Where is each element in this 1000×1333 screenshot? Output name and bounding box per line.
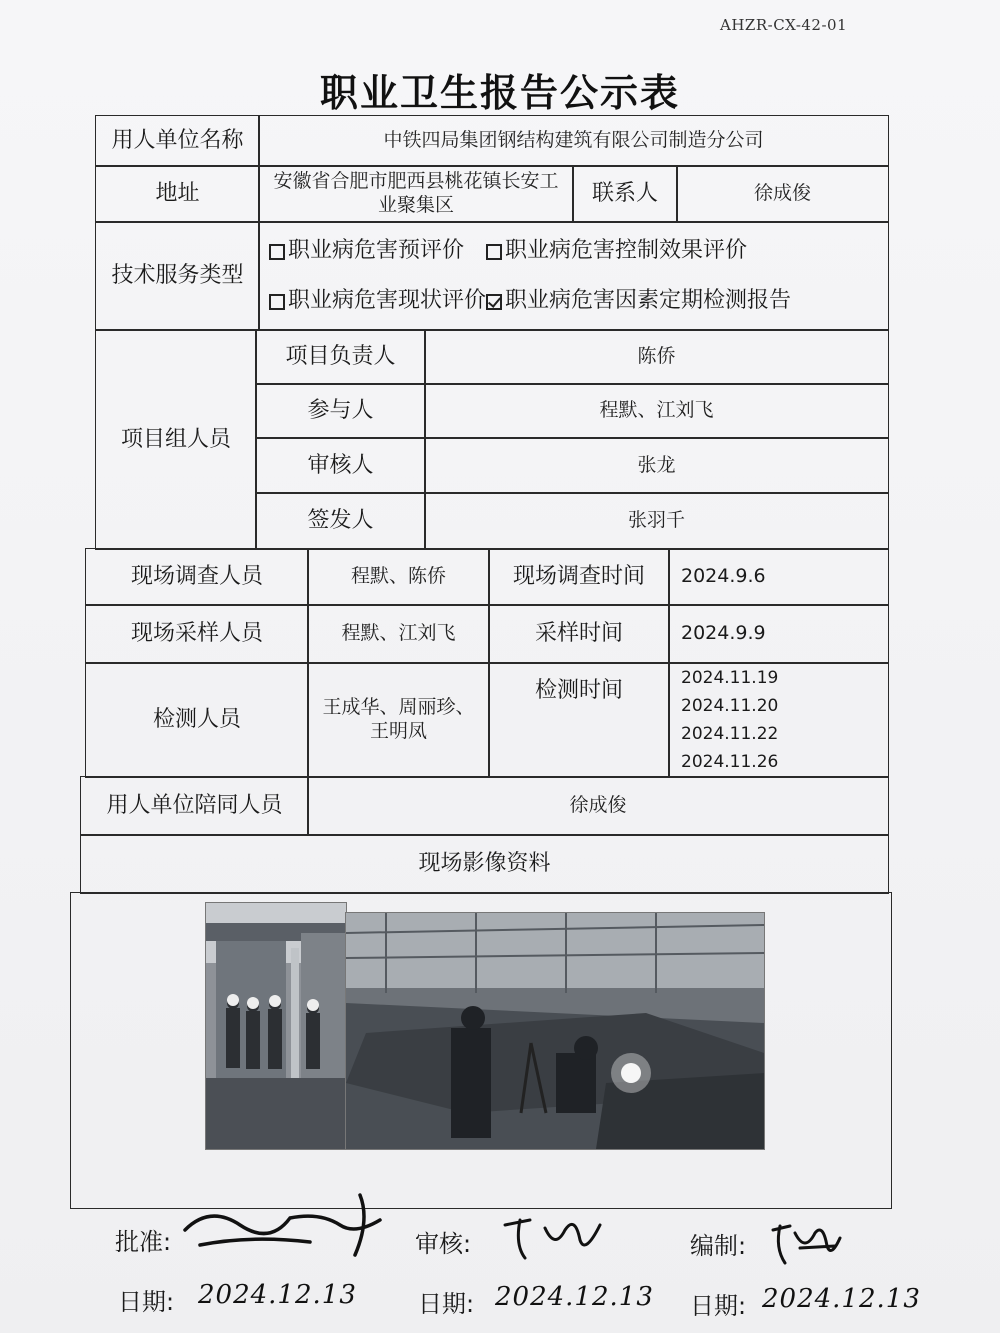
compile-signature xyxy=(765,1218,845,1268)
approve-date: 2024.12.13 xyxy=(198,1280,357,1310)
images-label: 现场影像资料 xyxy=(80,834,889,894)
sampling-staff-value: 程默、江刘飞 xyxy=(307,604,490,664)
option-pre-evaluation: 职业病危害预评价 xyxy=(288,238,465,264)
checkbox-pre-evaluation[interactable] xyxy=(269,244,285,260)
document-title: 职业卫生报告公示表 xyxy=(319,71,680,115)
team-role-reviewer: 审核人 xyxy=(255,437,426,494)
checkbox-periodic-testing-report[interactable] xyxy=(486,294,502,310)
review-date: 2024.12.13 xyxy=(495,1282,654,1312)
review-date-label: 日期: xyxy=(418,1290,475,1318)
service-type-options xyxy=(258,221,889,331)
testing-time-label: 检测时间 xyxy=(488,662,670,778)
employer-name-label: 用人单位名称 xyxy=(95,115,260,167)
site-photo-group xyxy=(205,902,347,1150)
testing-staff-label: 检测人员 xyxy=(85,662,309,778)
team-name-issuer: 张羽千 xyxy=(424,492,889,550)
option-periodic-testing-report: 职业病危害因素定期检测报告 xyxy=(505,288,792,314)
compile-date-label: 日期: xyxy=(690,1292,747,1320)
approve-date-label: 日期: xyxy=(118,1288,175,1316)
testing-date: 2024.11.19 xyxy=(681,667,779,688)
option-status-evaluation: 职业病危害现状评价 xyxy=(288,288,487,314)
testing-dates xyxy=(668,662,889,778)
site-photo-welding xyxy=(345,912,765,1150)
survey-staff-label: 现场调查人员 xyxy=(85,548,309,606)
team-role-issuer: 签发人 xyxy=(255,492,426,550)
escort-value: 徐成俊 xyxy=(307,776,889,836)
employer-name-value: 中铁四局集团钢结构建筑有限公司制造分公司 xyxy=(258,115,889,167)
team-name-participant: 程默、江刘飞 xyxy=(424,383,889,439)
service-type-label: 技术服务类型 xyxy=(95,221,260,331)
testing-date: 2024.11.22 xyxy=(681,724,779,744)
service-type-row-2 xyxy=(269,287,791,315)
survey-time-label: 现场调查时间 xyxy=(488,548,670,606)
document-code: AHZR-CX-42-01 xyxy=(720,16,848,34)
checkbox-status-evaluation[interactable] xyxy=(269,294,285,310)
site-photo-welding-image xyxy=(346,913,764,1149)
team-role-participant: 参与人 xyxy=(255,383,426,439)
review-signature xyxy=(495,1210,615,1265)
survey-staff-value: 程默、陈侨 xyxy=(307,548,490,606)
testing-staff-value: 王成华、周丽珍、王明凤 xyxy=(307,662,490,778)
survey-time-value: 2024.9.6 xyxy=(668,548,889,606)
address-value: 安徽省合肥市肥西县桃花镇长安工业聚集区 xyxy=(258,165,574,223)
team-name-reviewer: 张龙 xyxy=(424,437,889,494)
testing-date: 2024.11.26 xyxy=(681,752,779,773)
address-label: 地址 xyxy=(95,165,260,223)
testing-date: 2024.11.20 xyxy=(681,695,779,716)
service-type-row-1 xyxy=(269,237,747,265)
compile-label: 编制: xyxy=(690,1232,747,1260)
option-control-effect-evaluation: 职业病危害控制效果评价 xyxy=(505,238,748,264)
sampling-time-value: 2024.9.9 xyxy=(668,604,889,664)
approve-label: 批准: xyxy=(115,1228,172,1256)
contact-label: 联系人 xyxy=(572,165,678,223)
team-name-lead: 陈侨 xyxy=(424,329,889,385)
team-role-lead: 项目负责人 xyxy=(255,329,426,385)
checkbox-control-effect-evaluation[interactable] xyxy=(486,244,502,260)
sampling-staff-label: 现场采样人员 xyxy=(85,604,309,664)
approve-signature xyxy=(180,1190,395,1265)
project-team-label: 项目组人员 xyxy=(95,329,257,550)
compile-date: 2024.12.13 xyxy=(762,1284,921,1314)
escort-label: 用人单位陪同人员 xyxy=(80,776,309,836)
contact-value: 徐成俊 xyxy=(676,165,889,223)
sampling-time-label: 采样时间 xyxy=(488,604,670,664)
site-photo-group-image xyxy=(206,903,346,1149)
review-label: 审核: xyxy=(415,1230,472,1258)
